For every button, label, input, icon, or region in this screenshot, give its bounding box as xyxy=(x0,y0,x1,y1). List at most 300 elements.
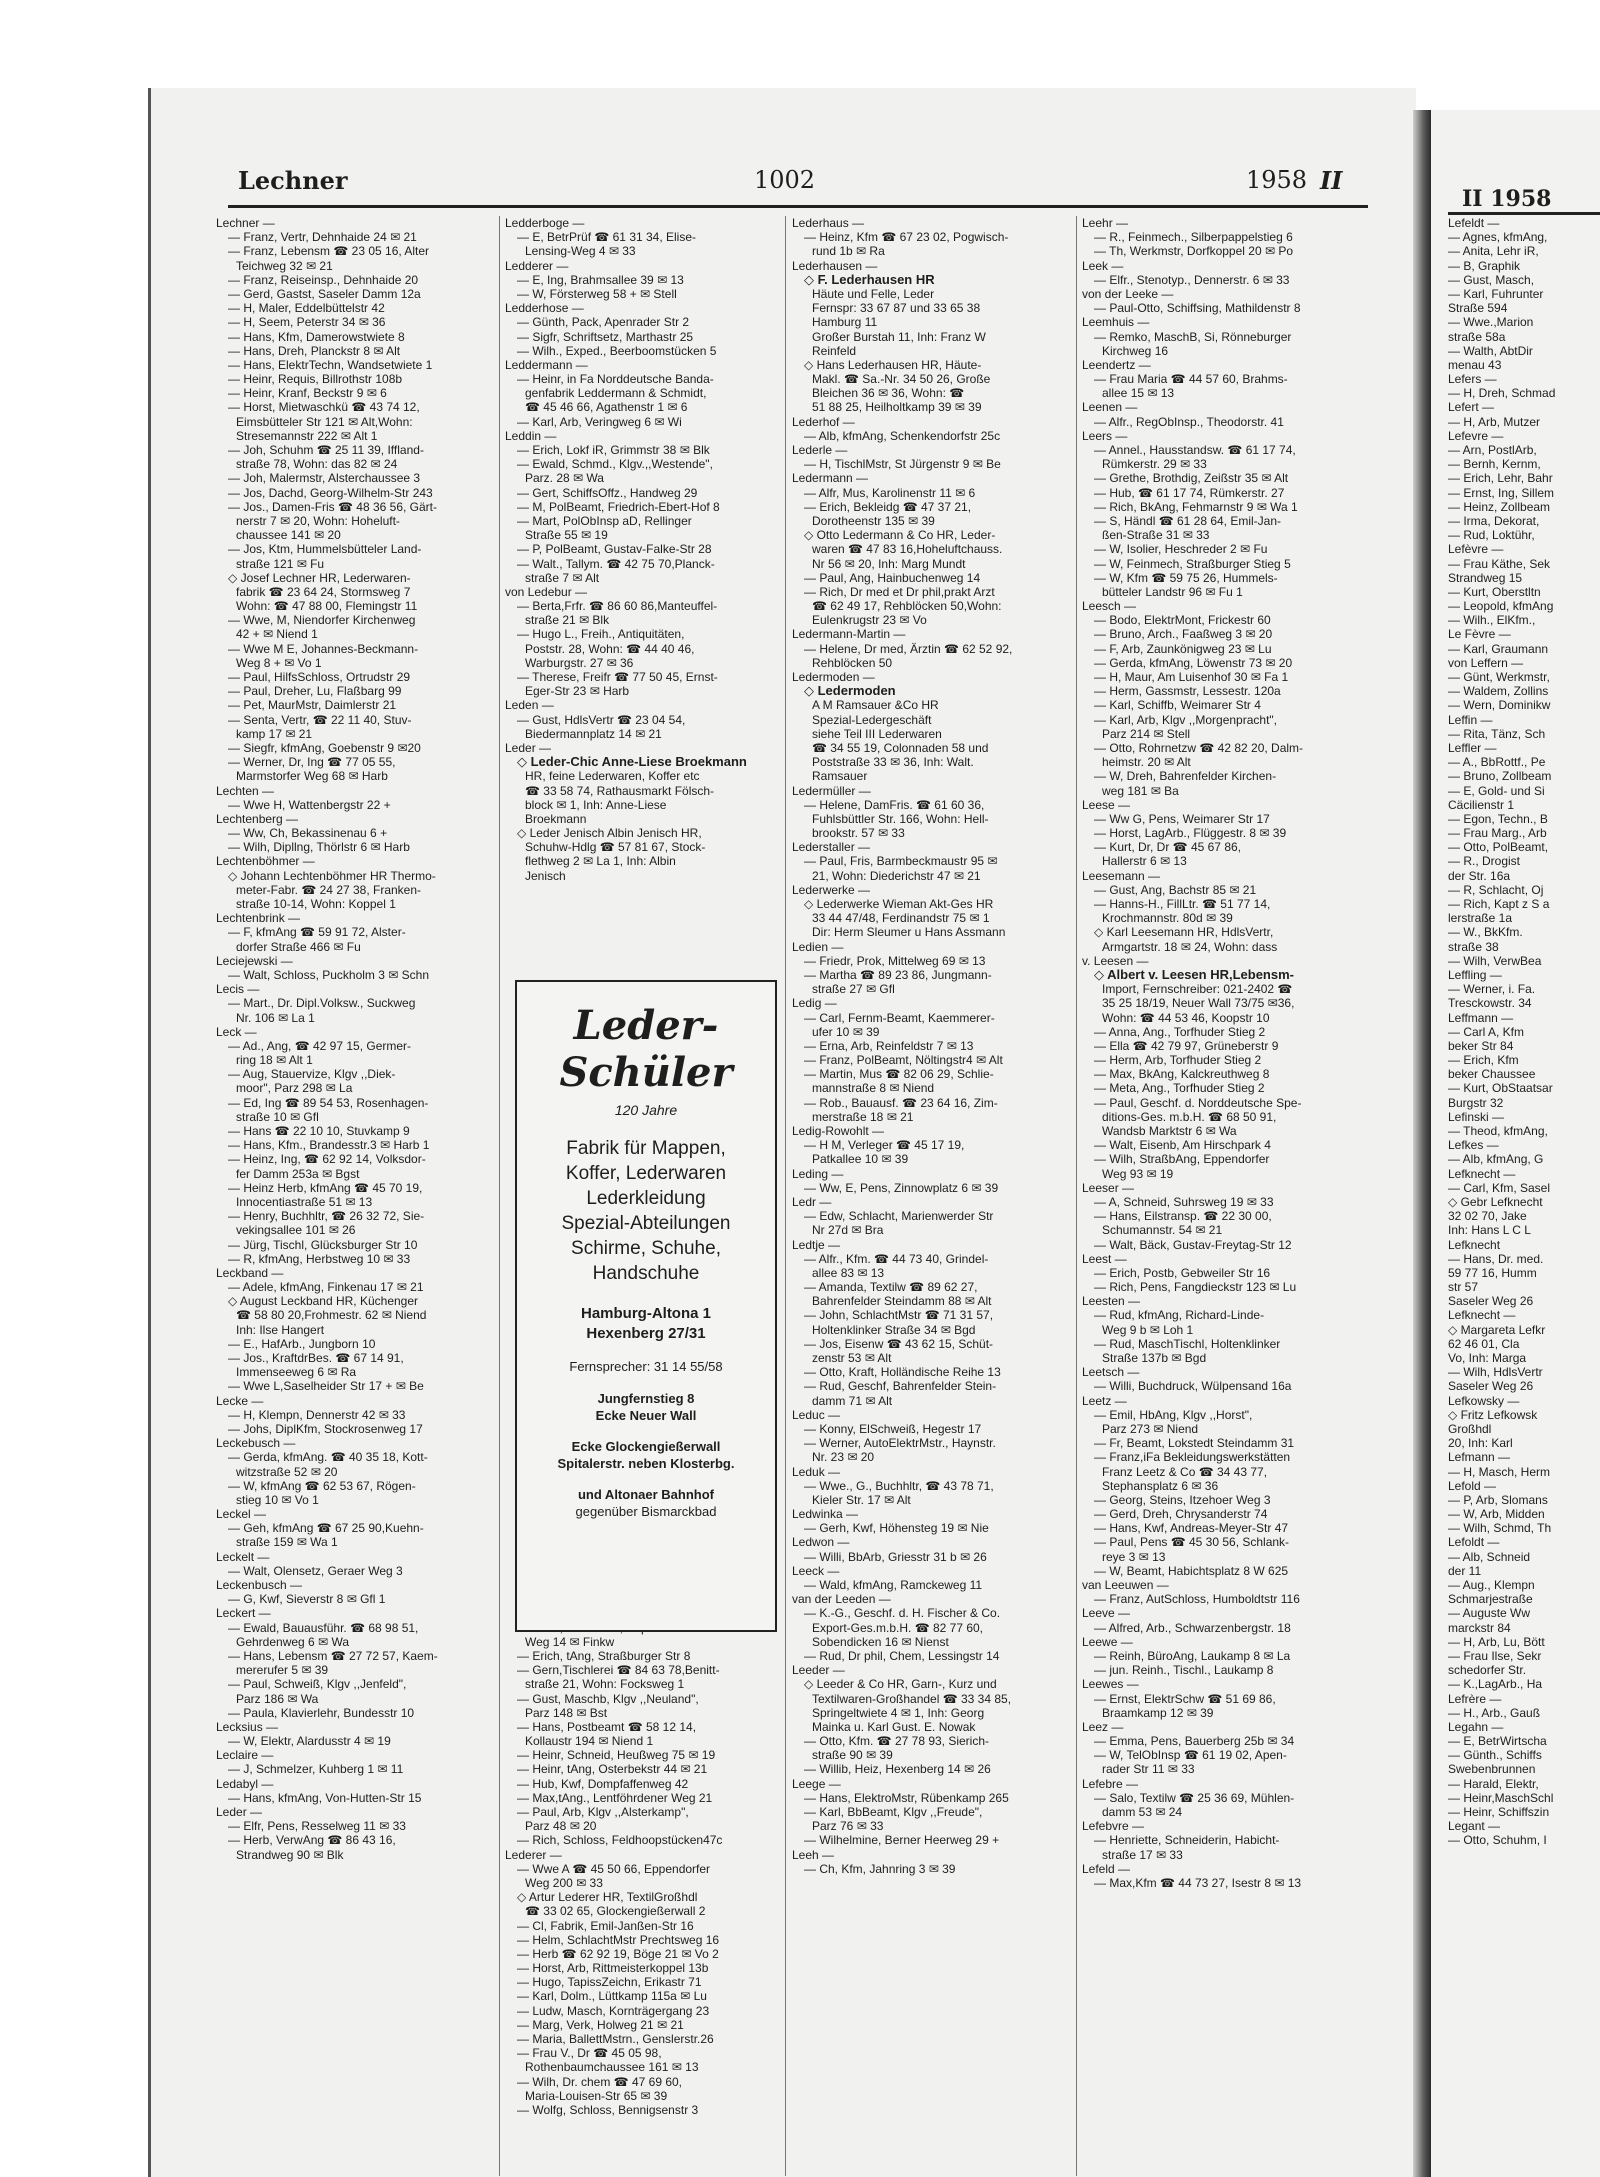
directory-entry: — Gust, Maschb, Klgv ,,Neuland", xyxy=(517,1691,699,1706)
advert-branch-line: Ecke Glockengießerwall xyxy=(571,1439,721,1454)
directory-entry: — Herm, Arb, Torfhuder Stieg 2 xyxy=(1094,1053,1262,1068)
facing-page-entry: 59 77 16, Humm xyxy=(1448,1265,1537,1280)
entry-continuation: ☎ 33 02 65, Glockengießerwall 2 xyxy=(525,1904,706,1919)
directory-entry: ◇ Otto Ledermann & Co HR, Leder- xyxy=(804,528,996,543)
entry-continuation: Hallerstr 6 ✉ 13 xyxy=(1102,854,1187,869)
directory-entry: — Friedr, Prok, Mittelweg 69 ✉ 13 xyxy=(804,953,986,968)
directory-entry: — Paul, Dreher, Lu, Flaßbarg 99 xyxy=(228,684,402,699)
facing-page-entry: — Wilh, Schmd, Th xyxy=(1448,1521,1552,1536)
facing-page-entry: — E, Gold- und Si xyxy=(1448,783,1545,798)
entry-continuation: Innocentiastraße 51 ✉ 13 xyxy=(236,1194,373,1209)
entry-continuation: Gehrdenweg 6 ✉ Wa xyxy=(236,1634,349,1649)
column-divider xyxy=(1076,216,1077,2176)
facing-page-entry: — W., BkKfm. xyxy=(1448,925,1523,940)
facing-page-entry: Legahn — xyxy=(1448,1719,1504,1734)
facing-page-entry: — Karl, Fuhrunter xyxy=(1448,286,1544,301)
directory-entry: — Ludw, Masch, Kornträgergang 23 xyxy=(517,2003,710,2018)
facing-page-entry: Lefknecht xyxy=(1448,1237,1501,1252)
facing-page-entry: Leffling — xyxy=(1448,967,1502,982)
directory-entry: — Bodo, ElektrMont, Frickestr 60 xyxy=(1094,613,1271,628)
entry-continuation: ßen-Straße 31 ✉ 33 xyxy=(1102,528,1210,543)
facing-page-entry: der 11 xyxy=(1448,1563,1482,1578)
directory-entry: — Alfr, Mus, Karolinenstr 11 ✉ 6 xyxy=(804,485,976,500)
directory-entry: — Günth, Pack, Apenrader Str 2 xyxy=(517,315,690,330)
entry-continuation: Export-Ges.m.b.H. ☎ 82 77 60, xyxy=(812,1620,984,1635)
surname-heading: Leckenbusch — xyxy=(216,1578,303,1592)
year-label: 1958 xyxy=(1246,166,1308,194)
entry-continuation: Nr 27d ✉ Bra xyxy=(812,1223,884,1238)
directory-entry: — Remko, MaschB, Si, Rönneburger xyxy=(1094,329,1292,344)
surname-heading: Leckebusch — xyxy=(216,1436,296,1451)
advert-years: 120 Jahre xyxy=(614,1102,678,1118)
facing-page-entry: — Werner, i. Fa. xyxy=(1448,982,1536,997)
advert-phone: Fernsprecher: 31 14 55/58 xyxy=(569,1359,723,1374)
directory-entry: — Kurt, Dr, Dr ☎ 45 67 86, xyxy=(1094,840,1241,855)
directory-entry: — R, kfmAng, Herbstweg 10 ✉ 33 xyxy=(228,1251,411,1266)
facing-page-entry: — H, Masch, Herm xyxy=(1448,1464,1551,1479)
facing-page-entry: ◇ Fritz Lefkowsk xyxy=(1448,1407,1538,1422)
entry-continuation: Parz. 28 ✉ Wa xyxy=(525,471,604,486)
advert-branch-line: Ecke Neuer Wall xyxy=(595,1408,697,1423)
directory-entry: — Rich, BkAng, Fehmarnstr 9 ✉ Wa 1 xyxy=(1094,499,1298,514)
directory-entry: — Alfr., RegObInsp., Theodorstr. 41 xyxy=(1094,414,1284,429)
facing-page-entry: — Heinr,MaschSchl xyxy=(1448,1790,1554,1805)
entry-continuation: Großer Burstah 11, Inh: Franz W xyxy=(812,329,986,344)
directory-entry: — Pet, MaurMstr, Daimlerstr 21 xyxy=(228,698,397,713)
entry-continuation: Spezial-Ledergeschäft xyxy=(812,712,932,727)
facing-page-entry: — Rich, Kapt z S a xyxy=(1448,897,1550,911)
directory-entry: — Hanns-H., FillLtr. ☎ 51 77 14, xyxy=(1094,897,1271,911)
directory-entry: — Heinr, tAng, Osterbekstr 44 ✉ 21 xyxy=(517,1762,708,1777)
advert-line: Koffer, Lederwaren xyxy=(565,1163,727,1184)
directory-entry: — Wwe L,Saselheider Str 17 + ✉ Be xyxy=(228,1379,424,1394)
entry-continuation: Rothenbaumchaussee 161 ✉ 13 xyxy=(525,2060,699,2075)
facing-page-entry: der Str. 16a xyxy=(1448,868,1511,883)
directory-entry: — Cl, Fabrik, Emil-Janßen-Str 16 xyxy=(517,1918,694,1933)
directory-entry: — Franz, Reiseinsp., Dehnhaide 20 xyxy=(228,272,419,287)
facing-page-entry: — Leopold, kfmAng xyxy=(1448,599,1554,614)
entry-continuation: Immenseeweg 6 ✉ Ra xyxy=(236,1365,357,1380)
facing-page-entry: — Wwe.,Marion xyxy=(1448,315,1534,330)
entry-continuation: kamp 17 ✉ 21 xyxy=(236,726,313,741)
entry-continuation: Weg 9 b ✉ Loh 1 xyxy=(1102,1322,1194,1337)
directory-entry: — Franz, AutSchloss, Humboldtstr 116 xyxy=(1094,1592,1300,1607)
surname-heading: van Leeuwen — xyxy=(1082,1578,1169,1592)
advert-line: Spezial-Abteilungen xyxy=(561,1213,731,1234)
facing-page-entry: — Günth., Schiffs xyxy=(1448,1748,1542,1763)
entry-continuation: Reinfeld xyxy=(812,343,857,358)
directory-entry: — Hugo, TapissZeichn, Erikastr 71 xyxy=(517,1975,702,1990)
directory-entry: — Horst, Mietwaschkü ☎ 43 74 12, xyxy=(228,400,420,415)
entry-continuation: Bleichen 36 ✉ 36, Wohn: ☎ xyxy=(812,386,965,401)
directory-entry: — Hans, Kfm., Brandesstr.3 ✉ Harb 1 xyxy=(228,1138,430,1153)
directory-entry: ◇ Johann Lechtenböhmer HR Thermo- xyxy=(228,868,436,883)
directory-entry: — Walt, Eisenb, Am Hirschpark 4 xyxy=(1094,1138,1271,1153)
facing-page-entry: von Leffern — xyxy=(1448,655,1524,670)
entry-continuation: Strandweg 90 ✉ Blk xyxy=(236,1847,344,1862)
surname-heading: Lefebre — xyxy=(1082,1776,1139,1791)
entry-continuation: straße 78, Wohn: das 82 ✉ 24 xyxy=(236,457,398,472)
directory-entry: — Ww G, Pens, Weimarer Str 17 xyxy=(1094,811,1270,826)
surname-heading: Leeder — xyxy=(792,1663,845,1678)
surname-heading: Leckband — xyxy=(216,1265,284,1280)
facing-page-entry: — Theod, kfmAng, xyxy=(1448,1124,1548,1138)
advert-line: Schirme, Schuhe, xyxy=(571,1238,721,1259)
surname-heading: Leckert — xyxy=(216,1606,271,1621)
surname-heading: Leduc — xyxy=(792,1407,841,1422)
facing-page-column xyxy=(1448,216,1555,1848)
entry-continuation: Biedermannplatz 14 ✉ 21 xyxy=(525,726,662,741)
entry-continuation: ☎ 45 46 66, Agathenstr 1 ✉ 6 xyxy=(525,400,688,415)
directory-entry: — Paula, Klavierlehr, Bundesstr 10 xyxy=(228,1705,415,1720)
directory-entry: — Otto, Kraft, Holländische Reihe 13 xyxy=(804,1365,1001,1380)
surname-heading: Leckel — xyxy=(216,1507,267,1522)
entry-continuation: straße 10 ✉ Gfl xyxy=(236,1109,319,1124)
entry-continuation: Fernspr: 33 67 87 und 33 65 38 xyxy=(812,301,981,316)
advert-address xyxy=(517,1304,775,1344)
directory-entry: — K.-G., Geschf. d. H. Fischer & Co. xyxy=(804,1606,1001,1621)
surname-heading: Ledwinka — xyxy=(792,1507,859,1522)
entry-continuation: stieg 10 ✉ Vo 1 xyxy=(236,1492,319,1507)
directory-entry: — Reinh, BüroAng, Laukamp 8 ✉ La xyxy=(1094,1648,1291,1663)
directory-entry: — Erich, Postb, Gebweiler Str 16 xyxy=(1094,1265,1271,1280)
entry-continuation: rund 1b ✉ Ra xyxy=(812,244,885,259)
surname-heading: Lechtenbrink — xyxy=(216,911,301,926)
directory-entry: — Paul, Fris, Barmbeckmaustr 95 ✉ xyxy=(804,854,998,869)
entry-continuation: ☎ 33 58 74, Rathausmarkt Fölsch- xyxy=(525,783,715,798)
surname-heading: Ledermann-Martin — xyxy=(792,627,906,642)
entry-continuation: straße 21 ✉ Blk xyxy=(525,613,610,628)
advert-space xyxy=(505,954,779,968)
directory-entry: ◇ Josef Lechner HR, Lederwaren- xyxy=(228,570,411,585)
facing-page-entry: — H, Dreh, Schmad xyxy=(1448,386,1556,401)
directory-entry: — Walt., Tallym. ☎ 42 75 70,Planck- xyxy=(517,556,715,571)
firm-entry: ◇ Ledermoden xyxy=(804,683,896,699)
directory-entry: — Gust, HdlsVertr ☎ 23 04 54, xyxy=(517,712,686,727)
facing-page-entry: — Auguste Ww xyxy=(1448,1606,1531,1621)
surname-heading: Leek — xyxy=(1082,258,1124,273)
directory-entry: — Rud, Geschf, Bahrenfelder Stein- xyxy=(804,1379,997,1394)
entry-continuation: 42 + ✉ Niend 1 xyxy=(236,627,318,642)
entry-continuation: Warburgstr. 27 ✉ 36 xyxy=(525,655,634,670)
entry-continuation: straße 7 ✉ Alt xyxy=(525,570,600,585)
directory-entry: — John, SchlachtMstr ☎ 71 31 57, xyxy=(804,1308,994,1323)
directory-entry: — Karl, Dolm., Lüttkamp 115a ✉ Lu xyxy=(517,1989,707,2004)
facing-page-entry: — Kurt, Oberstltn xyxy=(1448,584,1541,599)
entry-continuation: block ✉ 1, Inh: Anne-Liese xyxy=(525,797,667,812)
directory-entry: — Max,tAng., Lentföhrdener Weg 21 xyxy=(517,1790,713,1805)
directory-entry: — Heinz Herb, kfmAng ☎ 45 70 19, xyxy=(228,1180,423,1195)
facing-page-entry: — Anita, Lehr iR, xyxy=(1448,244,1539,259)
entry-continuation: Wohn: ☎ 47 88 00, Flemingstr 11 xyxy=(236,599,418,614)
facing-page-entry: — Heinr, Schiffszin xyxy=(1448,1805,1550,1819)
entry-continuation: straße 21, Wohn: Focksweg 1 xyxy=(525,1677,685,1692)
directory-entry: — Paul, Ang, Hainbuchenweg 14 xyxy=(804,570,981,585)
facing-page-entry: Lefrère — xyxy=(1448,1691,1502,1706)
facing-page-entry: — K.,LagArb., Ha xyxy=(1448,1677,1543,1692)
entry-continuation: bütteler Landstr 96 ✉ Fu 1 xyxy=(1102,584,1243,599)
facing-page-entry: Vo, Inh: Marga xyxy=(1448,1351,1527,1365)
facing-page-entry: — Bernh, Kernm, xyxy=(1448,457,1541,472)
surname-heading: Leesch — xyxy=(1082,599,1137,614)
entry-continuation: Stephansplatz 6 ✉ 36 xyxy=(1102,1478,1219,1493)
entry-continuation: damm 53 ✉ 24 xyxy=(1102,1805,1183,1819)
entry-continuation: Krochmannstr. 80d ✉ 39 xyxy=(1102,911,1233,926)
directory-entry: — H, Klempn, Dennerstr 42 ✉ 33 xyxy=(228,1407,406,1422)
directory-entry: — Siegfr, kfmAng, Goebenstr 9 ✉20 xyxy=(228,740,421,755)
directory-entry: — Horst, LagArb., Flüggestr. 8 ✉ 39 xyxy=(1094,826,1287,841)
directory-entry: — Walt, Olensetz, Geraer Weg 3 xyxy=(228,1563,403,1578)
surname-heading: Lecis — xyxy=(216,982,260,997)
facing-page-entry: — Carl A, Kfm xyxy=(1448,1024,1525,1039)
directory-entry: ◇ Hans Lederhausen HR, Häute- xyxy=(804,357,982,372)
surname-heading: Ledermüller — xyxy=(792,783,871,798)
facing-page-entry: Tresckowstr. 34 xyxy=(1448,996,1532,1011)
surname-heading: Lecksius — xyxy=(216,1719,279,1734)
directory-entry: — H, Maler, Eddelbüttelstr 42 xyxy=(228,301,385,316)
directory-entry: — W, Dreh, Bahrenfelder Kirchen- xyxy=(1094,769,1277,784)
surname-heading: Leemhuis — xyxy=(1082,315,1150,330)
directory-entry: — Horst, Arb, Rittmeisterkoppel 13b xyxy=(517,1961,709,1976)
firm-entry: ◇ F. Lederhausen HR xyxy=(804,271,935,287)
facing-page-entry: — Alb, Schneid xyxy=(1448,1549,1531,1564)
directory-entry: — Wolfg, Schloss, Bennigsenstr 3 xyxy=(517,2102,699,2117)
directory-entry: — Konny, ElSchweiß, Hegestr 17 xyxy=(804,1421,982,1436)
surname-heading: Ledermoden — xyxy=(792,670,875,684)
directory-entry: — Heinr, Kranf, Beckstr 9 ✉ 6 xyxy=(228,386,387,401)
facing-page-entry: — Arn, PostlArb, xyxy=(1448,443,1537,457)
entry-continuation: ditions-Ges. m.b.H. ☎ 68 50 91, xyxy=(1102,1109,1277,1124)
directory-entry: — W, Elektr, Alardusstr 4 ✉ 19 xyxy=(228,1734,391,1749)
surname-heading: Lechtenböhmer — xyxy=(216,854,315,869)
directory-entry: — Gert, SchiffsOffz., Handweg 29 xyxy=(517,485,698,500)
directory-entry: ◇ Lederwerke Wieman Akt-Ges HR xyxy=(804,897,994,911)
entry-continuation: Parz 76 ✉ 33 xyxy=(812,1819,884,1834)
facing-page-entry: Swebenbrunnen xyxy=(1448,1762,1536,1777)
directory-entry: — Otto, Kfm. ☎ 27 78 93, Sierich- xyxy=(804,1734,990,1749)
surname-heading: Ledderboge — xyxy=(505,216,585,230)
advert-space xyxy=(505,940,779,954)
entry-continuation: Eimsbütteler Str 121 ✉ Alt,Wohn: xyxy=(236,414,413,429)
facing-page-entry: — Walth, AbtDir xyxy=(1448,343,1533,358)
entry-continuation: 35 25 18/19, Neuer Wall 73/75 ✉36, xyxy=(1102,996,1295,1011)
surname-heading: Leese — xyxy=(1082,797,1131,812)
directory-entry: — Marg, Verk, Holweg 21 ✉ 21 xyxy=(517,2017,684,2032)
directory-entry: — H, TischlMstr, St Jürgenstr 9 ✉ Be xyxy=(804,457,1001,472)
surname-heading: Leetsch — xyxy=(1082,1365,1140,1380)
directory-entry: — Paul, Arb, Klgv ,,Alsterkamp", xyxy=(517,1805,689,1819)
facing-page-entry: straße 38 xyxy=(1448,939,1499,954)
directory-entry: — W, Isolier, Heschreder 2 ✉ Fu xyxy=(1094,542,1268,557)
facing-page-entry: — H., Arb., Gauß xyxy=(1448,1705,1541,1720)
surname-heading: Leeck — xyxy=(792,1563,840,1578)
surname-heading: Lederhof — xyxy=(792,414,855,429)
facing-page-entry: Großhdl xyxy=(1448,1421,1492,1436)
directory-entry: — Max, BkAng, Kalckreuthweg 8 xyxy=(1094,1067,1270,1082)
directory-entry: — Ewald, Bauausführ. ☎ 68 98 51, xyxy=(228,1620,419,1635)
surname-heading: Leehr — xyxy=(1082,216,1129,230)
directory-entry: — Rud, Dr phil, Chem, Lessingstr 14 xyxy=(804,1648,1000,1663)
entry-continuation: fabrik ☎ 23 64 24, Stormsweg 7 xyxy=(236,584,411,599)
directory-entry: — F, Arb, Zaunkönigweg 23 ✉ Lu xyxy=(1094,641,1272,656)
directory-entry: — Frau V., Dr ☎ 45 05 98, xyxy=(517,2046,662,2061)
directory-entry: — Hans, Kwf, Andreas-Meyer-Str 47 xyxy=(1094,1521,1289,1536)
surname-heading: Leez — xyxy=(1082,1719,1124,1734)
header-rule xyxy=(228,205,1368,208)
entry-continuation: heimstr. 20 ✉ Alt xyxy=(1102,755,1191,770)
surname-heading: Leesemann — xyxy=(1082,868,1161,883)
entry-continuation: Nr 56 ✉ 20, Inh: Marg Mundt xyxy=(812,556,966,571)
entry-continuation: mannstraße 8 ✉ Niend xyxy=(812,1081,935,1096)
directory-entry: — Paul, Pens ☎ 45 30 56, Schlank- xyxy=(1094,1535,1290,1550)
directory-entry: — Wilhelmine, Berner Heerweg 29 + xyxy=(804,1833,1000,1848)
entry-continuation: HR, feine Lederwaren, Koffer etc xyxy=(525,769,700,784)
facing-page-entry: Schmarjestraße xyxy=(1448,1592,1533,1607)
directory-entry: — Henry, Buchhltr, ☎ 26 32 72, Sie- xyxy=(228,1209,425,1224)
facing-page-entry: Lefinski — xyxy=(1448,1109,1505,1124)
facing-page-entry: — Erich, Lehr, Bahr xyxy=(1448,471,1553,486)
entry-continuation: dorfer Straße 466 ✉ Fu xyxy=(236,939,361,954)
entry-continuation: Inh: Ilse Hangert xyxy=(236,1322,325,1337)
entry-continuation: 51 88 25, Heilholtkamp 39 ✉ 39 xyxy=(812,400,982,415)
facing-page-entry: Cäcilienstr 1 xyxy=(1448,797,1515,812)
entry-continuation: Poststraße 33 ✉ 36, Inh: Walt. xyxy=(812,755,974,770)
facing-page-entry: — H, Arb, Mutzer xyxy=(1448,414,1541,429)
surname-heading: Lechtenberg — xyxy=(216,811,299,826)
surname-heading: Leddermann — xyxy=(505,357,588,372)
facing-page-entry: — Karl, Graumann xyxy=(1448,641,1549,656)
directory-entry: — W, Beamt, Habichtsplatz 8 W 625 xyxy=(1094,1563,1289,1578)
directory-entry: — Amanda, Textilw ☎ 89 62 27, xyxy=(804,1280,978,1295)
directory-entry: — F, kfmAng ☎ 59 91 72, Alster- xyxy=(228,925,406,940)
firm-entry: ◇ Albert v. Leesen HR,Lebensm- xyxy=(1094,966,1294,982)
entry-continuation: A M Ramsauer &Co HR xyxy=(812,698,939,713)
directory-entry: — Ad., Ang, ☎ 42 97 15, Germer- xyxy=(228,1038,412,1053)
directory-entry: — Herm, Gassmstr, Lessestr. 120a xyxy=(1094,684,1281,699)
facing-page-entry: — Frau Käthe, Sek xyxy=(1448,556,1551,571)
entry-continuation: zenstr 53 ✉ Alt xyxy=(812,1351,892,1365)
directory-entry: — Therese, Freifr ☎ 77 50 45, Ernst- xyxy=(517,670,718,684)
facing-page-entry: 20, Inh: Karl xyxy=(1448,1436,1513,1451)
facing-page-entry: — Kurt, ObStaatsar xyxy=(1448,1081,1553,1096)
facing-page-entry: Leffler — xyxy=(1448,740,1497,755)
entry-continuation: Parz 273 ✉ Niend xyxy=(1102,1421,1199,1436)
directory-entry: — Joh, Malermstr, Alsterchaussee 3 xyxy=(228,471,421,486)
facing-page-entry: menau 43 xyxy=(1448,357,1502,372)
facing-page-header: II 1958 xyxy=(1462,186,1552,212)
entry-continuation: Lensing-Weg 4 ✉ 33 xyxy=(525,244,636,259)
entry-continuation: Parz 148 ✉ Bst xyxy=(525,1705,608,1720)
directory-entry: — Franz,iFa Bekleidungswerkstätten xyxy=(1094,1450,1291,1465)
entry-continuation: Import, Fernschreiber: 021-2402 ☎ xyxy=(1102,982,1293,997)
directory-entry: — Heinz, Ing, ☎ 62 92 14, Volksdor- xyxy=(228,1152,426,1167)
entry-continuation: Wandsb Marktstr 6 ✉ Wa xyxy=(1102,1124,1237,1138)
directory-entry: — Walt, Bäck, Gustav-Freytag-Str 12 xyxy=(1094,1237,1292,1252)
directory-entry: — H M, Verleger ☎ 45 17 19, xyxy=(804,1138,965,1153)
directory-entry: — Hans, Postbeamt ☎ 58 12 14, xyxy=(517,1719,697,1734)
directory-entry: — Wwe H, Wattenbergstr 22 + xyxy=(228,797,391,812)
directory-entry: — W, Feinmech, Straßburger Stieg 5 xyxy=(1094,556,1291,571)
entry-continuation: Textilwaren-Großhandel ☎ 33 34 85, xyxy=(812,1691,1012,1706)
facing-page-entry: Lefmann — xyxy=(1448,1450,1511,1465)
entry-continuation: witzstraße 52 ✉ 20 xyxy=(236,1464,338,1479)
facing-page-entry: straße 58a xyxy=(1448,329,1506,344)
entry-continuation: ☎ 58 80 20,Frohmestr. 62 ✉ Niend xyxy=(236,1308,427,1323)
directory-entry: — Johs, DiplKfm, Stockrosenweg 17 xyxy=(228,1421,423,1436)
entry-continuation: merstraße 18 ✉ 21 xyxy=(812,1109,914,1124)
directory-entry: — P, PolBeamt, Gustav-Falke-Str 28 xyxy=(517,542,712,557)
facing-page-entry: — Otto, Schuhm, I xyxy=(1448,1833,1547,1848)
surname-heading: Ledderer — xyxy=(505,258,569,273)
entry-continuation: straße 90 ✉ 39 xyxy=(812,1748,893,1763)
directory-entry: — Hans, Kfm, Damerowstwiete 8 xyxy=(228,329,405,344)
surname-heading: Leeh — xyxy=(792,1847,835,1862)
directory-entry: — Wilh, StraßbAng, Eppendorfer xyxy=(1094,1152,1270,1167)
surname-heading: Leder — xyxy=(216,1805,263,1819)
entry-continuation: chaussee 141 ✉ 20 xyxy=(236,528,341,543)
surname-heading: Leder — xyxy=(505,740,552,755)
directory-entry: — Rich, Dr med et Dr phil,prakt Arzt xyxy=(804,584,995,599)
facing-page-entry: Lefknecht — xyxy=(1448,1166,1516,1181)
column-divider xyxy=(499,216,500,2176)
entry-continuation: reye 3 ✉ 13 xyxy=(1102,1549,1166,1564)
facing-page-entry: str 57 xyxy=(1448,1280,1479,1295)
directory-entry: — Erich, Lokf iR, Grimmstr 38 ✉ Blk xyxy=(517,443,710,457)
entry-continuation: Wohn: ☎ 44 53 46, Koopstr 10 xyxy=(1102,1010,1270,1025)
directory-entry: — Werner, Dr, Ing ☎ 77 05 55, xyxy=(228,755,396,770)
surname-heading: v. Leesen — xyxy=(1082,953,1149,968)
entry-continuation: vekingsallee 101 ✉ 26 xyxy=(236,1223,356,1238)
facing-page-entry: — A., BbRottf., Pe xyxy=(1448,755,1546,770)
directory-entry: — Henriette, Schneiderin, Habicht- xyxy=(1094,1833,1280,1848)
directory-entry: — Franz, PolBeamt, Nöltingstr4 ✉ Alt xyxy=(804,1053,1003,1068)
directory-entry: — W, TelObInsp ☎ 61 19 02, Apen- xyxy=(1094,1748,1287,1763)
directory-entry: — Helene, Dr med, Ärztin ☎ 62 52 92, xyxy=(804,641,1013,656)
entry-continuation: Hamburg 11 xyxy=(812,315,878,330)
advert-branch-line: Jungfernstieg 8 xyxy=(597,1391,695,1406)
surname-heading: van der Leeden — xyxy=(792,1592,891,1607)
entry-continuation: weg 181 ✉ Ba xyxy=(1102,783,1179,798)
entry-continuation: siehe Teil III Lederwaren xyxy=(812,726,942,741)
directory-entry: — Willi, Buchdruck, Wülpensand 16a xyxy=(1094,1379,1292,1394)
entry-continuation: Weg 200 ✉ 33 xyxy=(525,1875,603,1890)
facing-page-entry: Burgstr 32 xyxy=(1448,1095,1504,1110)
facing-page-entry: — Frau Marg., Arb xyxy=(1448,826,1547,841)
facing-page-entry: — R, Schlacht, Oj xyxy=(1448,882,1544,897)
directory-entry: — Wald, kfmAng, Ramckeweg 11 xyxy=(804,1578,983,1592)
entry-continuation: Broekmann xyxy=(525,811,587,826)
directory-entry: — Wwe A ☎ 45 50 66, Eppendorfer xyxy=(517,1861,711,1876)
facing-page-entry: — Wilh, VerwBea xyxy=(1448,953,1542,968)
directory-entry: — Franz, Vertr, Dehnhaide 24 ✉ 21 xyxy=(228,230,417,245)
advert-line: Handschuhe xyxy=(592,1263,700,1284)
directory-entry: — Martha ☎ 89 23 86, Jungmann- xyxy=(804,967,992,982)
entry-continuation: Patkallee 10 ✉ 39 xyxy=(812,1152,909,1167)
entry-continuation: Straße 137b ✉ Bgd xyxy=(1102,1351,1207,1365)
facing-page-entry: — Bruno, Zollbeam xyxy=(1448,769,1552,784)
running-head-name: Lechner xyxy=(238,166,348,195)
entry-continuation: straße 17 ✉ 33 xyxy=(1102,1847,1183,1862)
surname-heading: Leden — xyxy=(505,698,554,713)
directory-entry: — Hans, Eilstransp. ☎ 22 30 00, xyxy=(1094,1209,1272,1224)
facing-page-entry: Lefeldt — xyxy=(1448,216,1500,230)
directory-entry: — Adele, kfmAng, Finkenau 17 ✉ 21 xyxy=(228,1280,424,1295)
facing-page-entry: Lefoldt — xyxy=(1448,1535,1500,1550)
facing-page-entry: marckstr 84 xyxy=(1448,1620,1511,1635)
facing-page-entry: — Ernst, Ing, Sillem xyxy=(1448,485,1555,500)
entry-continuation: Marmstorfer Weg 68 ✉ Harb xyxy=(236,769,388,784)
directory-entry: — Heinr, in Fa Norddeutsche Banda- xyxy=(517,372,714,387)
